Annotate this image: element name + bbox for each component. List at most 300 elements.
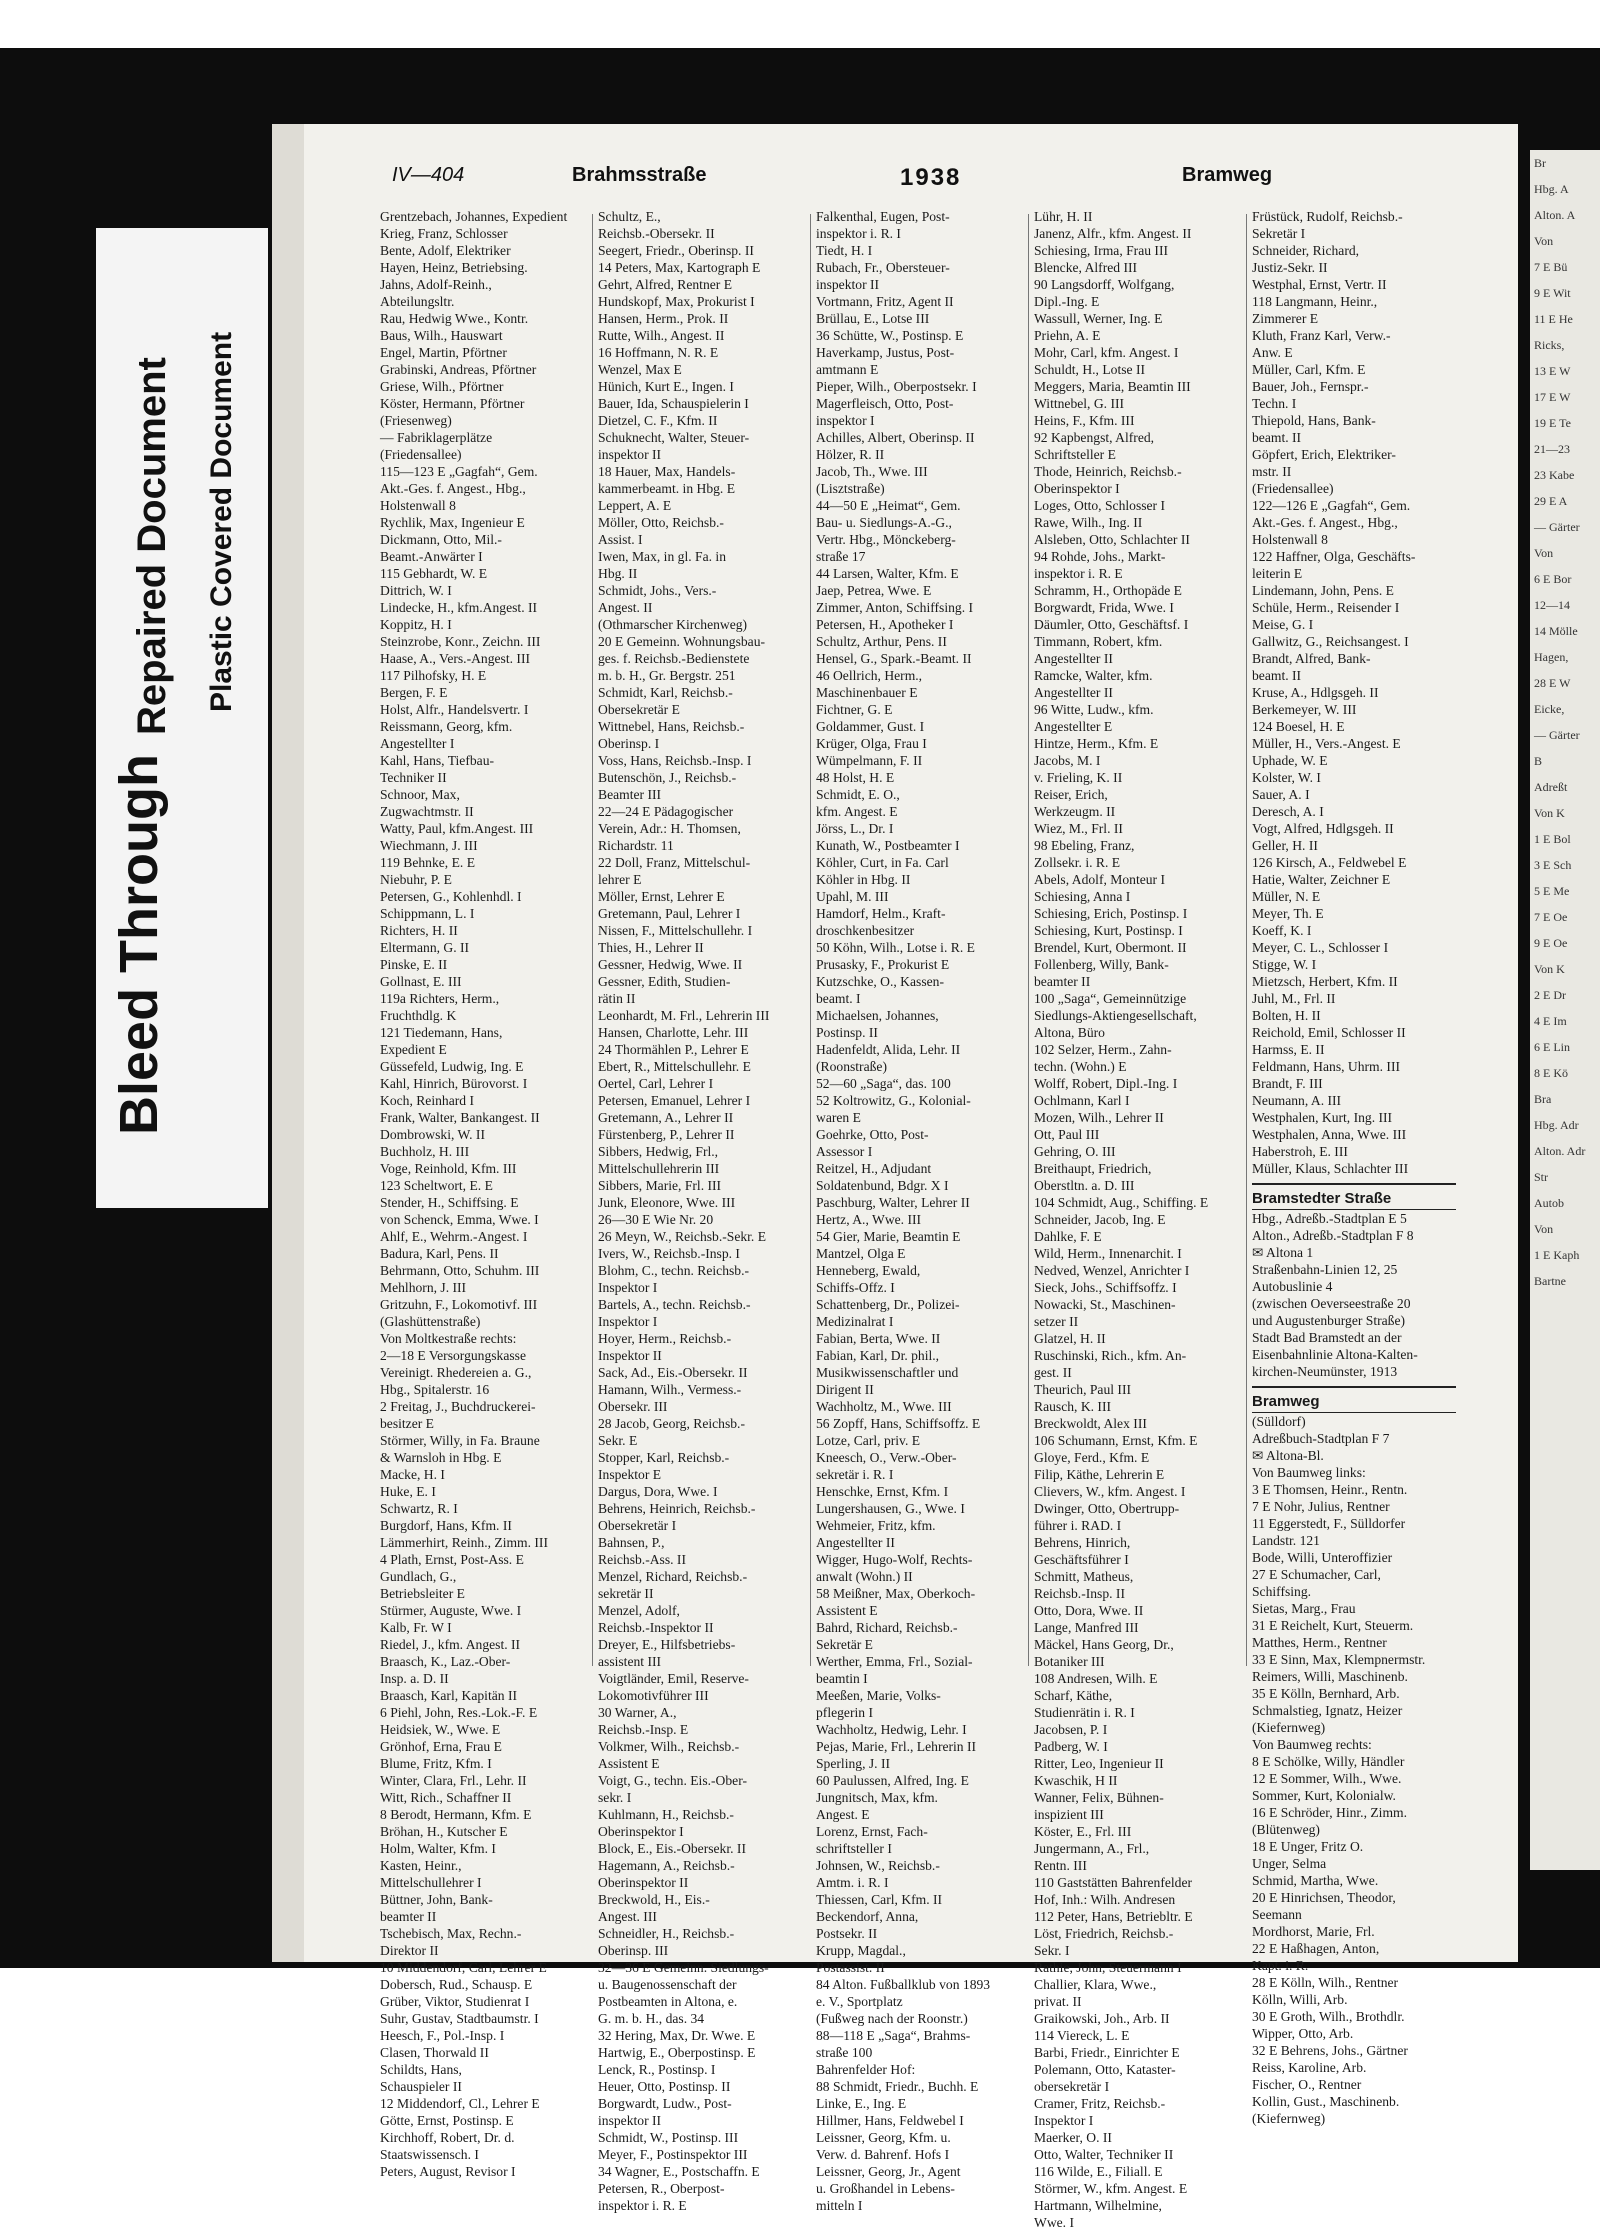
- directory-entry: Leonhardt, M. Frl., Lehrerin III: [598, 1008, 770, 1023]
- directory-entry: Schuknecht, Walter, Steuer-: [598, 430, 750, 445]
- directory-entry: Rau, Hedwig Wwe., Kontr.: [380, 311, 529, 326]
- directory-entry: Angest. III: [598, 1909, 657, 1924]
- directory-entry: Bauer, Joh., Fernspr.-: [1252, 379, 1369, 394]
- next-page-fragment: Str: [1534, 1170, 1549, 1184]
- directory-entry: Werther, Emma, Frl., Sozial-: [816, 1654, 973, 1669]
- directory-entry: 18 Hauer, Max, Handels-: [598, 464, 736, 479]
- directory-entry: Angest. II: [598, 600, 653, 615]
- directory-entry: Borgwardt, Frida, Wwe. I: [1034, 600, 1174, 615]
- next-page-fragment: Hbg. A: [1534, 182, 1569, 196]
- directory-entry: Barbi, Friedr., Einrichter E: [1034, 2045, 1180, 2060]
- directory-entry: Alsleben, Otto, Schlachter II: [1034, 532, 1190, 547]
- directory-entry: Postassist. II: [816, 1960, 885, 1975]
- directory-entry: Wittnebel, Hans, Reichsb.-: [598, 719, 745, 734]
- directory-entry: Hartwig, E., Oberpostinsp. E: [598, 2045, 756, 2060]
- directory-entry: Kunath, W., Postbeamter I: [816, 838, 960, 853]
- directory-entry: Lange, Manfred III: [1034, 1620, 1139, 1635]
- directory-entry: Griese, Wilh., Pförtner: [380, 379, 504, 394]
- directory-entry: Gessner, Hedwig, Wwe. II: [598, 957, 743, 972]
- directory-entry: Thiessen, Carl, Kfm. II: [816, 1892, 943, 1907]
- directory-entry: führer i. RAD. I: [1034, 1518, 1122, 1533]
- directory-entry: 30 E Groth, Wilh., Brothdlr.: [1252, 2009, 1405, 2024]
- directory-entry: Abels, Adolf, Monteur I: [1034, 872, 1166, 887]
- directory-entry: Gritzuhn, F., Lokomotivf. III: [380, 1297, 538, 1312]
- directory-entry: 28 Jacob, Georg, Reichsb.-: [598, 1416, 745, 1431]
- directory-entry: Staatswissensch. I: [380, 2147, 479, 2162]
- directory-entry: Inspektor I: [1034, 2113, 1094, 2128]
- directory-entry: Janenz, Alfr., kfm. Angest. II: [1034, 226, 1192, 241]
- directory-entry: Angestellter II: [816, 1535, 895, 1550]
- directory-entry: ✉ Altona-Bl.: [1252, 1448, 1324, 1463]
- directory-entry: Rychlik, Max, Ingenieur E: [380, 515, 525, 530]
- next-page-fragment: 2 E Dr: [1534, 988, 1566, 1002]
- directory-entry: Wachholtz, M., Wwe. III: [816, 1399, 952, 1414]
- directory-entry: Badura, Karl, Pens. II: [380, 1246, 499, 1261]
- directory-entry: Betriebsleiter E: [380, 1586, 465, 1601]
- directory-entry: Assessor I: [816, 1144, 873, 1159]
- directory-entry: 104 Schmidt, Aug., Schiffing. E: [1034, 1195, 1209, 1210]
- directory-entry: Schiesing, Irma, Frau III: [1034, 243, 1169, 258]
- directory-entry: Hillmer, Hans, Feldwebel I: [816, 2113, 964, 2128]
- directory-entry: Sack, Ad., Eis.-Obersekr. II: [598, 1365, 748, 1380]
- directory-entry: (Friesenweg): [380, 413, 452, 428]
- directory-entry: Verw. d. Bahrenf. Hofs I: [816, 2147, 950, 2162]
- directory-entry: beamt. II: [1252, 430, 1302, 445]
- directory-entry: Mantzel, Olga E: [816, 1246, 906, 1261]
- directory-entry: Maerker, O. II: [1034, 2130, 1112, 2145]
- directory-entry: Kollin, Gust., Maschinenb.: [1252, 2094, 1400, 2109]
- directory-entry: Löst, Friedrich, Reichsb.-: [1034, 1926, 1174, 1941]
- directory-entry: Wenzel, Max E: [598, 362, 682, 377]
- directory-entry: 26—30 E Wie Nr. 20: [598, 1212, 714, 1227]
- directory-entry: Holm, Walter, Kfm. I: [380, 1841, 496, 1856]
- directory-entry: Holstenwall 8: [380, 498, 456, 513]
- directory-entry: Reichsb.-Insp. II: [1034, 1586, 1125, 1601]
- directory-entry: Leissner, Georg, Jr., Agent: [816, 2164, 961, 2179]
- directory-entry: Störmer, W., kfm. Angest. E: [1034, 2181, 1188, 2196]
- directory-entry: Unger, Selma: [1252, 1856, 1327, 1871]
- directory-entry: Hayen, Heinz, Betriebsing.: [380, 260, 528, 275]
- directory-entry: 122 Haffner, Olga, Geschäfts-: [1252, 549, 1416, 564]
- directory-entry: Gehring, O. III: [1034, 1144, 1116, 1159]
- plastic-covered-label: Plastic Covered Document: [205, 331, 238, 712]
- directory-entry: Oberinspektor I: [1034, 481, 1120, 496]
- directory-entry: Kahl, Hinrich, Bürovorst. I: [380, 1076, 528, 1091]
- directory-entry: Voss, Hans, Reichsb.-Insp. I: [598, 753, 752, 768]
- directory-columns: [380, 208, 1460, 2230]
- directory-entry: Schattenberg, Dr., Polizei-: [816, 1297, 960, 1312]
- directory-entry: Dargus, Dora, Wwe. I: [598, 1484, 718, 1499]
- directory-entry: Voge, Reinhold, Kfm. III: [380, 1161, 517, 1176]
- directory-entry: Heins, F., Kfm. III: [1034, 413, 1135, 428]
- directory-entry: Macke, H. I: [380, 1467, 445, 1482]
- directory-entry: Reiser, Erich,: [1034, 787, 1108, 802]
- directory-entry: 58 Meißner, Max, Oberkoch-: [816, 1586, 976, 1601]
- next-page-fragment: 7 E Oe: [1534, 910, 1568, 924]
- directory-entry: 16 E Schröder, Hinr., Zimm.: [1252, 1805, 1408, 1820]
- directory-entry: (Glashüttenstraße): [380, 1314, 481, 1329]
- directory-entry: Grentzebach, Johannes, Expedient: [380, 209, 568, 224]
- directory-entry: 88 Schmidt, Friedr., Buchh. E: [816, 2079, 979, 2094]
- directory-entry: Schmalstieg, Ignatz, Heizer: [1252, 1703, 1403, 1718]
- directory-entry: beamter II: [1034, 974, 1091, 989]
- directory-entry: 94 Rohde, Johs., Markt-: [1034, 549, 1166, 564]
- directory-entry: Möller, Otto, Reichsb.-: [598, 515, 724, 530]
- directory-entry: 96 Witte, Ludw., kfm.: [1034, 702, 1154, 717]
- directory-entry: Von Baumweg rechts:: [1252, 1737, 1372, 1752]
- directory-entry: Von Baumweg links:: [1252, 1465, 1366, 1480]
- directory-entry: 22 Doll, Franz, Mittelschul-: [598, 855, 751, 870]
- directory-entry: Schultz, Arthur, Pens. II: [816, 634, 947, 649]
- directory-entry: Schmidt, W., Postinsp. III: [598, 2130, 739, 2145]
- directory-entry: Scharf, Käthe,: [1034, 1688, 1113, 1703]
- directory-entry: Engel, Martin, Pförtner: [380, 345, 507, 360]
- directory-entry: von Schenck, Emma, Wwe. I: [380, 1212, 539, 1227]
- directory-entry: Kahl, Hans, Tiefbau-: [380, 753, 495, 768]
- directory-entry: Gehrt, Alfred, Rentner E: [598, 277, 733, 292]
- directory-entry: Hbg., Adreßb.-Stadtplan E 5: [1252, 1211, 1407, 1226]
- directory-entry: 22 E Haßhagen, Anton,: [1252, 1941, 1380, 1956]
- directory-entry: Gloye, Ferd., Kfm. E: [1034, 1450, 1150, 1465]
- directory-entry: Baus, Wilh., Hauswart: [380, 328, 503, 343]
- next-page-fragment: 17 E W: [1534, 390, 1571, 404]
- directory-entry: Glatzel, H. II: [1034, 1331, 1106, 1346]
- directory-entry: Büttner, John, Bank-: [380, 1892, 493, 1907]
- directory-entry: Obersekretär E: [598, 702, 680, 717]
- directory-entry: Hof, Inh.: Wilh. Andresen: [1034, 1892, 1176, 1907]
- directory-entry: Reichsb.-Ass. II: [598, 1552, 686, 1567]
- directory-entry: privat. II: [1034, 1994, 1082, 2009]
- directory-entry: Jungermann, A., Frl.,: [1034, 1841, 1150, 1856]
- directory-entry: 20 E Gemeinn. Wohnungsbau-: [598, 634, 766, 649]
- directory-entry: 30 Warner, A.,: [598, 1705, 677, 1720]
- directory-entry: Meggers, Maria, Beamtin III: [1034, 379, 1191, 394]
- directory-entry: rätin II: [598, 991, 636, 1006]
- directory-entry: Zollsekr. i. R. E: [1034, 855, 1121, 870]
- directory-entry: Reiss, Karoline, Arb.: [1252, 2060, 1367, 2075]
- directory-entry: Botaniker III: [1034, 1654, 1105, 1669]
- next-page-fragment: Alton. A: [1534, 208, 1576, 222]
- directory-entry: Jörss, L., Dr. I: [816, 821, 894, 836]
- directory-entry: techn. (Wohn.) E: [1034, 1059, 1127, 1074]
- directory-entry: Matthes, Herm., Rentner: [1252, 1635, 1387, 1650]
- directory-entry: Wittnebel, G. III: [1034, 396, 1125, 411]
- directory-entry: Ochlmann, Karl I: [1034, 1093, 1130, 1108]
- directory-entry: Bahrd, Richard, Reichsb.-: [816, 1620, 958, 1635]
- directory-entry: ges. f. Reichsb.-Bedienstete: [598, 651, 750, 666]
- directory-entry: (Fußweg nach der Roonstr.): [816, 2011, 968, 2026]
- directory-entry: 88—118 E „Saga“, Brahms-: [816, 2028, 971, 2043]
- directory-entry: Hatie, Walter, Zeichner E: [1252, 872, 1391, 887]
- directory-entry: Koch, Reinhard I: [380, 1093, 474, 1108]
- directory-entry: Straßenbahn-Linien 12, 25: [1252, 1262, 1398, 1277]
- directory-entry: Tschebisch, Max, Rechn.-: [380, 1926, 522, 1941]
- directory-entry: waren E: [816, 1110, 861, 1125]
- directory-entry: Hölzer, R. II: [816, 447, 885, 462]
- directory-entry: Angestellter II: [1034, 651, 1113, 666]
- directory-entry: Dahlke, F. E: [1034, 1229, 1102, 1244]
- directory-entry: Nowacki, St., Maschinen-: [1034, 1297, 1176, 1312]
- directory-entry: inspizient III: [1034, 1807, 1104, 1822]
- directory-entry: 2 Freitag, J., Buchdruckerei-: [380, 1399, 536, 1414]
- directory-entry: 116 Wilde, E., Filiall. E: [1034, 2164, 1163, 2179]
- directory-entry: Behrens, Heinrich, Reichsb.-: [598, 1501, 756, 1516]
- directory-entry: Störmer, Willy, in Fa. Braune: [380, 1433, 540, 1448]
- directory-entry: Köster, Hermann, Pförtner: [380, 396, 525, 411]
- directory-entry: Schüle, Herm., Reisender I: [1252, 600, 1400, 615]
- directory-entry: 35 E Kölln, Bernhard, Arb.: [1252, 1686, 1400, 1701]
- directory-entry: Kolster, W. I: [1252, 770, 1321, 785]
- directory-entry: Theurich, Paul III: [1034, 1382, 1132, 1397]
- directory-entry: Reichsb.-Obersekr. II: [598, 226, 715, 241]
- directory-entry: (zwischen Oeverseestraße 20: [1252, 1296, 1411, 1311]
- directory-entry: 32 Hering, Max, Dr. Wwe. E: [598, 2028, 756, 2043]
- directory-entry: Hünich, Kurt E., Ingen. I: [598, 379, 734, 394]
- directory-entry: 3 E Thomsen, Heinr., Rentn.: [1252, 1482, 1408, 1497]
- directory-entry: Heuer, Otto, Postinsp. II: [598, 2079, 731, 2094]
- directory-entry: Burgdorf, Hans, Kfm. II: [380, 1518, 512, 1533]
- directory-entry: Koeff, K. I: [1252, 923, 1312, 938]
- header-street: Brahmsstraße: [572, 164, 707, 186]
- directory-entry: anwalt (Wohn.) II: [816, 1569, 913, 1584]
- directory-entry: kirchen-Neumünster, 1913: [1252, 1364, 1398, 1379]
- directory-entry: Jacobsen, P. I: [1034, 1722, 1108, 1737]
- next-page-fragment: Bra: [1534, 1092, 1552, 1106]
- directory-entry: 106 Schumann, Ernst, Kfm. E: [1034, 1433, 1198, 1448]
- directory-entry: Akt.-Ges. f. Angest., Hbg.,: [380, 481, 526, 496]
- directory-entry: Steinzrobe, Konr., Zeichn. III: [380, 634, 541, 649]
- directory-entry: Köster, E., Frl. III: [1034, 1824, 1132, 1839]
- next-page-fragment: Eicke,: [1534, 702, 1565, 716]
- directory-entry: Meeßen, Marie, Volks-: [816, 1688, 941, 1703]
- directory-entry: 18 E Unger, Fritz O.: [1252, 1839, 1364, 1854]
- directory-entry: kammerbeamt. in Hbg. E: [598, 481, 736, 496]
- directory-entry: (Friedensallee): [1252, 481, 1334, 496]
- next-page-fragment: Ricks,: [1534, 338, 1565, 352]
- next-page-fragment: Hagen,: [1534, 650, 1569, 664]
- directory-entry: Clasen, Thorwald II: [380, 2045, 489, 2060]
- directory-entry: Haberstroh, E. III: [1252, 1144, 1348, 1159]
- directory-entry: Suhr, Gustav, Stadtbaumstr. I: [380, 2011, 539, 2026]
- directory-entry: 121 Tiedemann, Hans,: [380, 1025, 503, 1040]
- directory-entry: Braasch, Karl, Kapitän II: [380, 1688, 518, 1703]
- directory-entry: und Augustenburger Straße): [1252, 1313, 1406, 1328]
- directory-entry: Ritter, Leo, Ingenieur II: [1034, 1756, 1164, 1771]
- directory-entry: Obersekretär I: [598, 1518, 677, 1533]
- directory-entry: Müller, Klaus, Schlachter III: [1252, 1161, 1409, 1176]
- directory-entry: Bröhan, H., Kutscher E: [380, 1824, 508, 1839]
- directory-entry: Sauer, A. I: [1252, 787, 1310, 802]
- column-5: [1252, 208, 1456, 2126]
- directory-entry: u. Großhandel in Lebens-: [816, 2181, 955, 2196]
- directory-entry: Niebuhr, P. E: [380, 872, 452, 887]
- directory-entry: (Blütenweg): [1252, 1822, 1320, 1837]
- directory-entry: Kutzschke, O., Kassen-: [816, 974, 944, 989]
- repaired-document-label: Repaired Document: [130, 357, 174, 735]
- directory-entry: Linke, E., Ing. E: [816, 2096, 907, 2111]
- directory-entry: 52 Koltrowitz, G., Kolonial-: [816, 1093, 971, 1108]
- next-page-fragment: Von K: [1534, 806, 1565, 820]
- directory-entry: beamt. II: [1252, 668, 1302, 683]
- directory-entry: v. Frieling, K. II: [1034, 770, 1123, 785]
- directory-entry: Reissmann, Georg, kfm.: [380, 719, 513, 734]
- directory-entry: Dwinger, Otto, Obertrupp-: [1034, 1501, 1180, 1516]
- directory-entry: beamtin I: [816, 1671, 868, 1686]
- directory-entry: Hansen, Charlotte, Lehr. III: [598, 1025, 749, 1040]
- directory-entry: Westphal, Ernst, Vertr. II: [1252, 277, 1387, 292]
- directory-entry: Lokomotivführer III: [598, 1688, 709, 1703]
- directory-entry: Zimmer, Anton, Schiffsing. I: [816, 600, 974, 615]
- directory-entry: Oertel, Carl, Lehrer I: [598, 1076, 714, 1091]
- directory-entry: Dittrich, W. I: [380, 583, 452, 598]
- directory-entry: Hamdorf, Helm., Kraft-: [816, 906, 946, 921]
- directory-entry: Reichsb.-Insp. E: [598, 1722, 689, 1737]
- directory-entry: Peters, August, Revisor I: [380, 2164, 516, 2179]
- directory-entry: assistent III: [598, 1654, 662, 1669]
- directory-entry: 32 E Behrens, Johs., Gärtner: [1252, 2043, 1408, 2058]
- directory-entry: Brendel, Kurt, Obermont. II: [1034, 940, 1187, 955]
- directory-entry: Sperling, J. II: [816, 1756, 891, 1771]
- column-1: [380, 208, 584, 2179]
- directory-entry: Wümpelmann, F. II: [816, 753, 923, 768]
- directory-entry: u. Baugenossenschaft der: [598, 1977, 737, 1992]
- directory-entry: Oberinspektor II: [598, 1875, 689, 1890]
- directory-entry: Rausch, K. III: [1034, 1399, 1112, 1414]
- directory-entry: Leppert, A. E: [598, 498, 672, 513]
- directory-entry: Johnsen, W., Reichsb.-: [816, 1858, 940, 1873]
- directory-entry: Stürmer, Auguste, Wwe. I: [380, 1603, 522, 1618]
- next-page-fragment: 5 E Me: [1534, 884, 1570, 898]
- directory-entry: Schneider, Richard,: [1252, 243, 1360, 258]
- directory-entry: 34 Wagner, E., Postschaffn. E: [598, 2164, 760, 2179]
- directory-entry: Siedlungs-Aktiengesellschaft,: [1034, 1008, 1197, 1023]
- directory-entry: 8 Berodt, Hermann, Kfm. E: [380, 1807, 532, 1822]
- directory-entry: Gessner, Edith, Studien-: [598, 974, 731, 989]
- directory-entry: Petersen, Emanuel, Lehrer I: [598, 1093, 751, 1108]
- directory-entry: Petersen, R., Oberpost-: [598, 2181, 725, 2196]
- directory-entry: inspektor i. R. I: [816, 226, 901, 241]
- directory-entry: Nissen, F., Mittelschullehr. I: [598, 923, 753, 938]
- directory-entry: m. b. H., Gr. Bergstr. 251: [598, 668, 736, 683]
- directory-entry: Graikowski, Joh., Arb. II: [1034, 2011, 1170, 2026]
- directory-entry: Westphalen, Anna, Wwe. III: [1252, 1127, 1407, 1142]
- directory-entry: Bahrenfelder Hof:: [816, 2062, 916, 2077]
- directory-entry: Köhler in Hbg. II: [816, 872, 911, 887]
- directory-entry: G. m. b. H., das. 34: [598, 2011, 705, 2026]
- header-right-street: Bramweg: [1182, 164, 1273, 186]
- directory-entry: Dickmann, Otto, Mil.-: [380, 532, 502, 547]
- directory-entry: Falkenthal, Eugen, Post-: [816, 209, 950, 224]
- directory-entry: Schneider, Jacob, Ing. E: [1034, 1212, 1166, 1227]
- directory-entry: Stigge, W. I: [1252, 957, 1317, 972]
- directory-entry: Deresch, A. I: [1252, 804, 1324, 819]
- directory-entry: beamter II: [380, 1909, 437, 1924]
- directory-entry: sekr. I: [598, 1790, 632, 1805]
- directory-entry: 31 E Reichelt, Kurt, Steuerm.: [1252, 1618, 1414, 1633]
- directory-entry: Justiz-Sekr. II: [1252, 260, 1328, 275]
- next-page-fragment: — Gärter: [1534, 520, 1580, 534]
- directory-entry: Henschke, Ernst, Kfm. I: [816, 1484, 949, 1499]
- next-page-fragment: 14 Mölle: [1534, 624, 1578, 638]
- directory-entry: Blohm, C., techn. Reichsb.-: [598, 1263, 750, 1278]
- directory-entry: Kirchhoff, Robert, Dr. d.: [380, 2130, 515, 2145]
- directory-entry: 102 Selzer, Herm., Zahn-: [1034, 1042, 1172, 1057]
- directory-entry: Follenberg, Willy, Bank-: [1034, 957, 1169, 972]
- directory-entry: Mittelschullehrer I: [380, 1875, 482, 1890]
- directory-entry: Upahl, M. III: [816, 889, 889, 904]
- directory-entry: e. V., Sportplatz: [816, 1994, 903, 2009]
- directory-entry: Inspektor II: [598, 1348, 662, 1363]
- directory-entry: Direktor II: [380, 1943, 439, 1958]
- directory-entry: Jungnitsch, Max, kfm.: [816, 1790, 938, 1805]
- directory-entry: Meyer, F., Postinspektor III: [598, 2147, 748, 2162]
- directory-entry: Wiechmann, J. III: [380, 838, 478, 853]
- directory-entry: Dreyer, E., Hilfsbetriebs-: [598, 1637, 736, 1652]
- directory-entry: Insp. a. D. II: [380, 1671, 449, 1686]
- directory-entry: Thode, Heinrich, Reichsb.-: [1034, 464, 1182, 479]
- directory-entry: 115—123 E „Gagfah“, Gem.: [380, 464, 538, 479]
- directory-entry: — Fabriklagerplätze: [380, 430, 493, 445]
- directory-entry: Von Moltkestraße rechts:: [380, 1331, 517, 1346]
- directory-entry: Geschäftsführer I: [1034, 1552, 1129, 1567]
- next-page-fragment: 4 E Im: [1534, 1014, 1567, 1028]
- directory-entry: 54 Gier, Marie, Beamtin E: [816, 1229, 961, 1244]
- directory-entry: Jacob, Th., Wwe. III: [816, 464, 928, 479]
- directory-entry: Postbeamten in Altona, e.: [598, 1994, 738, 2009]
- directory-entry: leiterin E: [1252, 566, 1303, 581]
- directory-entry: Jahns, Adolf-Reinh.,: [380, 277, 492, 292]
- directory-entry: Meise, G. I: [1252, 617, 1314, 632]
- directory-entry: Kasten, Heinr.,: [380, 1858, 462, 1873]
- directory-entry: Grönhof, Erna, Frau E: [380, 1739, 502, 1754]
- directory-entry: 119 Behnke, E. E: [380, 855, 476, 870]
- directory-entry: Holstenwall 8: [1252, 532, 1328, 547]
- directory-entry: Goehrke, Otto, Post-: [816, 1127, 929, 1142]
- directory-entry: 84 Alton. Fußballklub von 1893: [816, 1977, 991, 1992]
- directory-entry: 12 Middendorf, Cl., Lehrer E: [380, 2096, 540, 2111]
- directory-entry: Magerfleisch, Otto, Post-: [816, 396, 954, 411]
- directory-entry: 100 „Saga“, Gemeinnützige: [1034, 991, 1187, 1006]
- directory-entry: Lungershausen, G., Wwe. I: [816, 1501, 965, 1516]
- directory-entry: Beamt.-Anwärter I: [380, 549, 483, 564]
- directory-entry: Anw. E: [1252, 345, 1293, 360]
- directory-entry: Bergen, F. E: [380, 685, 448, 700]
- directory-entry: Krüger, Olga, Frau I: [816, 736, 927, 751]
- next-page-fragment: 6 E Lin: [1534, 1040, 1570, 1054]
- next-page-fragment: Autob: [1534, 1196, 1564, 1210]
- directory-entry: Breckwold, H., Eis.-: [598, 1892, 710, 1907]
- directory-entry: 60 Paulussen, Alfred, Ing. E: [816, 1773, 969, 1788]
- directory-entry: (Kiefernweg): [1252, 1720, 1326, 1735]
- directory-entry: Jacobs, M. I: [1034, 753, 1101, 768]
- directory-entry: 90 Langsdorff, Wolfgang,: [1034, 277, 1175, 292]
- directory-entry: sekretär II: [598, 1586, 654, 1601]
- directory-entry: Hensel, G., Spark.-Beamt. II: [816, 651, 972, 666]
- directory-entry: Huke, E. I: [380, 1484, 436, 1499]
- directory-entry: Rutte, Wilh., Angest. II: [598, 328, 725, 343]
- directory-entry: Richardstr. 11: [598, 838, 674, 853]
- street-heading: Bramstedter Straße: [1252, 1183, 1456, 1210]
- directory-entry: Priehn, A. E: [1034, 328, 1101, 343]
- directory-entry: 26 Meyn, W., Reichsb.-Sekr. E: [598, 1229, 767, 1244]
- directory-entry: Hundskopf, Max, Prokurist I: [598, 294, 755, 309]
- directory-entry: Postinsp. II: [816, 1025, 878, 1040]
- directory-entry: Ivers, W., Reichsb.-Insp. I: [598, 1246, 740, 1261]
- directory-entry: Koppitz, H. I: [380, 617, 452, 632]
- directory-entry: Göpfert, Erich, Elektriker-: [1252, 447, 1396, 462]
- directory-entry: Fruchthdlg. K: [380, 1008, 457, 1023]
- directory-entry: 12 E Sommer, Wilh., Wwe.: [1252, 1771, 1402, 1786]
